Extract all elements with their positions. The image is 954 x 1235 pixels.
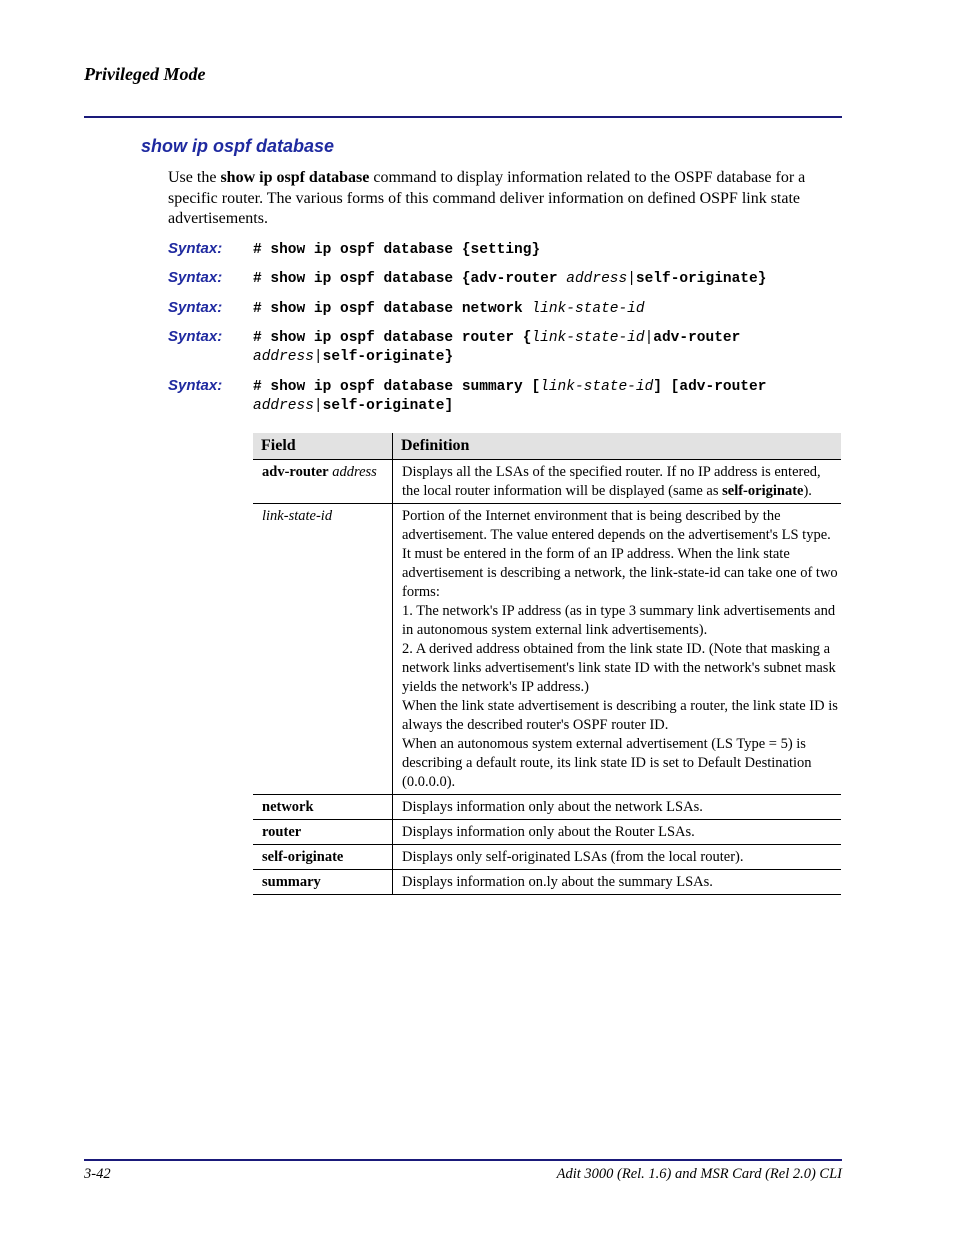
intro-prefix: Use the xyxy=(168,169,221,186)
definition-paragraph: When the link state advertisement is describing a router, the link state ID is always the described router's OSPF router ID. xyxy=(402,698,838,733)
field-cell xyxy=(253,504,393,795)
syntax-text: # show ip ospf database {setting} xyxy=(253,242,541,258)
field-cell: self-originate xyxy=(253,845,393,870)
header-rule xyxy=(84,116,842,118)
definition-cell: Displays only self-originated LSAs (from the local router). xyxy=(393,845,842,870)
definition-cell xyxy=(393,460,842,504)
header-field: Field xyxy=(253,433,393,460)
table-row xyxy=(253,820,841,845)
definition-cell xyxy=(393,504,842,795)
syntax-text: adv-router xyxy=(653,330,741,346)
table-row xyxy=(253,870,841,895)
syntax-separator: | xyxy=(627,271,636,287)
table-row xyxy=(253,504,841,795)
table-row xyxy=(253,460,841,504)
definition-table xyxy=(253,433,841,895)
field-cell: router xyxy=(253,820,393,845)
syntax-text: # show ip ospf database network xyxy=(253,301,532,317)
definition-text: Displays all the LSAs of the specified router. If no IP address is entered, the local router information will be displayed (same as xyxy=(402,464,821,499)
table-row xyxy=(253,845,841,870)
syntax-text: ] [adv-router xyxy=(653,379,767,395)
field-cell: network xyxy=(253,795,393,820)
field-param: address xyxy=(328,464,377,480)
syntax-label: Syntax: xyxy=(168,269,223,286)
syntax-separator: | xyxy=(313,398,323,414)
syntax-command xyxy=(253,270,823,289)
definition-cell: Displays information only about the network LSAs. xyxy=(393,795,842,820)
document-title: Adit 3000 (Rel. 1.6) and MSR Card (Rel 2.0) CLI xyxy=(556,1166,842,1182)
intro-paragraph xyxy=(168,168,840,230)
syntax-param: link-state-id xyxy=(540,379,654,395)
field-cell: summary xyxy=(253,870,393,895)
intro-command: show ip ospf database xyxy=(220,169,370,186)
syntax-label: Syntax: xyxy=(168,299,223,316)
syntax-command xyxy=(253,300,823,319)
definition-cell: Displays information only about the Router LSAs. xyxy=(393,820,842,845)
intro-suffix: command to display information related to the OSPF database for a specific router. The various forms of this command deliver information on defined OSPF link state advertisements. xyxy=(168,169,806,227)
syntax-param: address xyxy=(253,349,314,365)
running-header: Privileged Mode xyxy=(84,64,206,84)
syntax-param: address xyxy=(566,271,628,287)
syntax-text: self-originate} xyxy=(635,271,767,287)
definition-paragraph: Portion of the Internet environment that is being described by the advertisement. The value entered depends on the advertisement's LS type. It must be entered in the form of an IP address. When the link state advertisement is describing a network, the link-state-id can take one of two forms: xyxy=(402,508,838,600)
syntax-command xyxy=(253,241,823,260)
syntax-text: self-originate} xyxy=(322,349,454,365)
syntax-param: address xyxy=(253,398,314,414)
syntax-label: Syntax: xyxy=(168,377,223,394)
table-header-row xyxy=(253,433,841,460)
syntax-text: # show ip ospf database {adv-router xyxy=(253,271,567,287)
definition-bold: self-originate xyxy=(722,483,804,499)
field-cell xyxy=(253,460,393,504)
header-definition: Definition xyxy=(393,433,842,460)
field-name: adv-router xyxy=(262,464,329,480)
field-param: link-state-id xyxy=(262,508,333,524)
syntax-text: self-originate] xyxy=(322,398,454,414)
footer-rule xyxy=(84,1159,842,1161)
syntax-label: Syntax: xyxy=(168,240,223,257)
definition-text: ). xyxy=(803,483,812,499)
section-title: show ip ospf database xyxy=(141,136,335,156)
definition-paragraph: 1. The network's IP address (as in type 3 summary link advertisements and in autonomous system external link advertisements). xyxy=(402,603,836,638)
definition-paragraph: When an autonomous system external advertisement (LS Type = 5) is describing a default route, its link state ID is set to Default Destination (0.0.0.0). xyxy=(402,736,812,790)
syntax-param: link-state-id xyxy=(531,301,645,317)
syntax-text: # show ip ospf database summary [ xyxy=(253,379,541,395)
syntax-label: Syntax: xyxy=(168,328,223,345)
definition-paragraph: 2. A derived address obtained from the link state ID. (Note that masking a network links advertisement's link state ID with the network's subnet mask yields the network's IP address.) xyxy=(402,641,836,695)
syntax-text: # show ip ospf database router { xyxy=(253,330,532,346)
table-row xyxy=(253,795,841,820)
syntax-separator: | xyxy=(644,330,654,346)
syntax-separator: | xyxy=(313,349,323,365)
syntax-command xyxy=(253,329,823,367)
page-number: 3-42 xyxy=(84,1166,111,1182)
definition-cell: Displays information on.ly about the summary LSAs. xyxy=(393,870,842,895)
syntax-param: link-state-id xyxy=(531,330,645,346)
syntax-command xyxy=(253,378,823,416)
